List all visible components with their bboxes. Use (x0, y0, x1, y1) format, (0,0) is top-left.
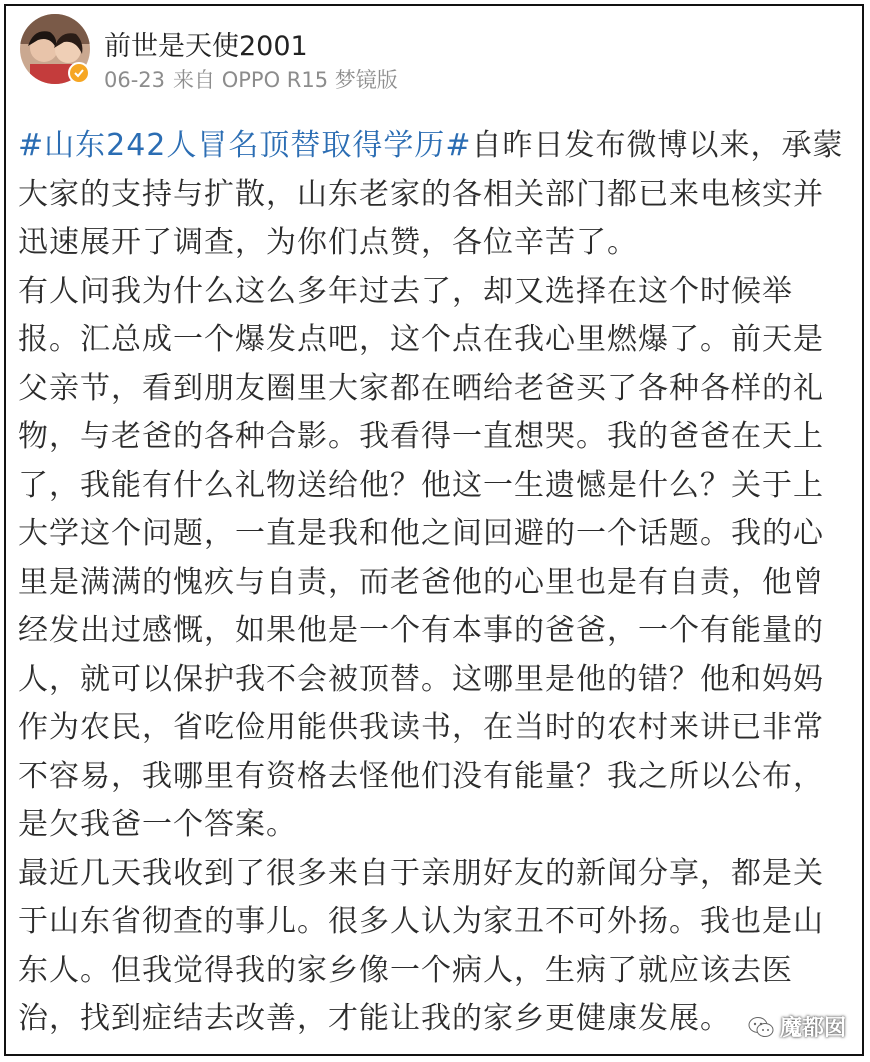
watermark (748, 1011, 846, 1042)
weibo-post-card (4, 4, 864, 1056)
post-paragraph (18, 122, 854, 268)
post-meta (104, 64, 406, 94)
wechat-icon (748, 1016, 774, 1038)
post-paragraph: 最近几天我收到了很多来自于亲朋好友的新闻分享，都是关于山东省彻查的事儿。很多人认为家丑不可外扬。我也是山东人。但我觉得我的家乡像一个病人，生病了就应该去医治，找到症结去改善，才能让我的家乡更健康发展。 (18, 855, 824, 1036)
username[interactable]: 前世是天使2001 (104, 31, 308, 62)
post-body (18, 122, 854, 1044)
paragraph-text: 自昨日发布微博以来，承蒙大家的支持与扩散，山东老家的各相关部门都已来电核实并迅速展开了调查，为你们点赞，各位辛苦了。 (18, 128, 844, 260)
verified-badge-icon (68, 62, 90, 84)
post-date: 06-23 (104, 68, 166, 92)
post-source: 来自 OPPO R15 梦镜版 (173, 68, 398, 92)
post-paragraph: 有人问我为什么这么多年过去了，却又选择在这个时候举报。汇总成一个爆发点吧，这个点在我心里燃爆了。前天是父亲节，看到朋友圈里大家都在晒给老爸买了各种各样的礼物，与老爸的各种合影。我看得一直想哭。我的爸爸在天上了，我能有什么礼物送给他？他这一生遗憾是什么？关于上大学这个问题，一直是我和他之间回避的一个话题。我的心里是满满的愧疚与自责，而老爸他的心里也是有自责，他曾经发出过感慨，如果他是一个有本事的爸爸，一个有能量的人，就可以保护我不会被顶替。这哪里是他的错？他和妈妈作为农民，省吃俭用能供我读书，在当时的农村来讲已非常不容易，我哪里有资格去怪他们没有能量？我之所以公布，是欠我爸一个答案。 (18, 273, 824, 842)
hashtag-link[interactable]: #山东242人冒名顶替取得学历# (18, 128, 472, 163)
watermark-text: 魔都囡 (779, 1016, 846, 1041)
